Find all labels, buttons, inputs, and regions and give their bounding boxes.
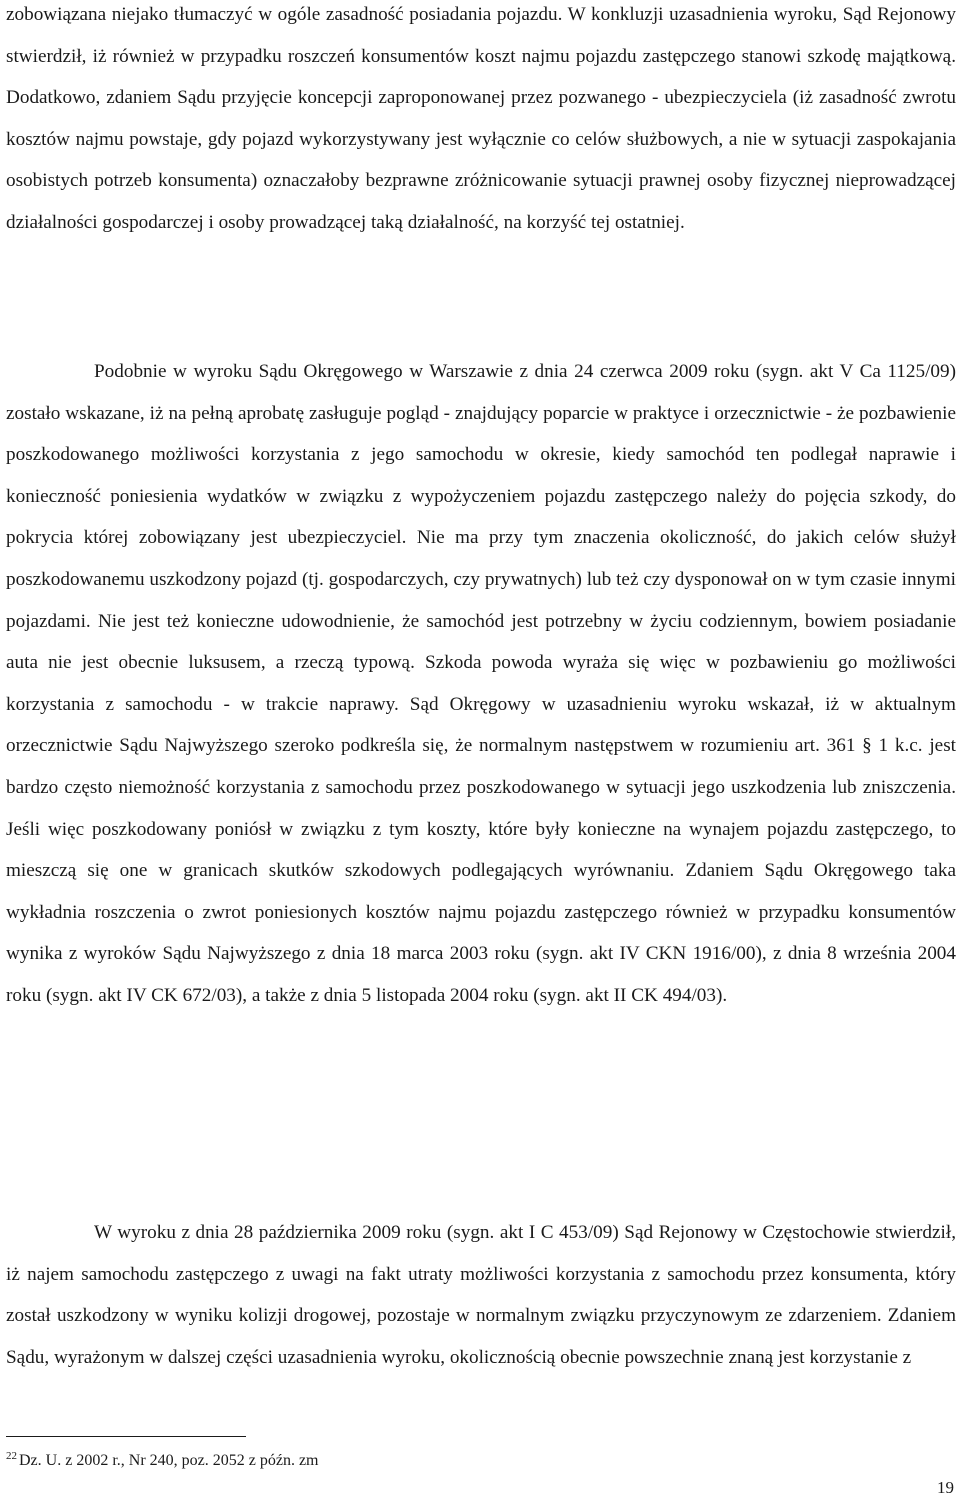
paragraph-2: Podobnie w wyroku Sądu Okręgowego w Warszawie z dnia 24 czerwca 2009 roku (sygn. akt V Ca 1125/09) zostało wskazane, iż na pełną aprobatę zasługuje pogląd - znajdujący poparcie w praktyce i orzecznictwie - że pozbawienie poszkodowanego możliwości korzystania z jego samochodu w okresie, kiedy samochód ten podlegał naprawie i konieczność poniesienia wydatków w związku z wypożyczeniem pojazdu zastępczego należy do pojęcia szkody, do pokrycia której zobowiązany jest ubezpieczyciel. Nie ma przy tym znaczenia okoliczność, do jakich celów służył poszkodowanemu uszkodzony pojazd (tj. gospodarczych, czy prywatnych) lub też czy dysponował on w tym czasie innymi pojazdami. Nie jest też konieczne udowodnienie, że samochód jest potrzebny w życiu codziennym, bowiem posiadanie auta nie jest obecnie luksusem, a rzeczą typową. Szkoda powoda wyraża się więc w pozbawieniu go możliwości korzystania z samochodu - w trakcie naprawy. Sąd Okręgowy w uzasadnieniu wyroku wskazał, iż w aktualnym orzecznictwie Sądu Najwyższego szeroko podkreśla się, że normalnym następstwem w rozumieniu art. 361 § 1 k.c. jest bardzo często niemożność korzystania z samochodu przez poszkodowanego w sytuacji jego uszkodzenia lub zniszczenia. Jeśli więc poszkodowany poniósł w związku z tym koszty, które były konieczne na wynajem pojazdu zastępczego, to mieszczą się one w granicach skutków szkodowych podlegających wyrównaniu. Zdaniem Sądu Okręgowego taka wykładnia roszczenia o zwrot poniesionych kosztów najmu pojazdu zastępczego również w przypadku konsumentów wynika z wyroków Sądu Najwyższego z dnia 18 marca 2003 roku (sygn. akt IV CKN 1916/00), z dnia 8 września 2004 roku (sygn. akt IV CK 672/03), a także z dnia 5 listopada 2004 roku (sygn. akt II CK 494/03). bbox=[6, 361, 956, 1006]
footnote-separator bbox=[6, 1436, 246, 1437]
paragraph-1: zobowiązana niejako tłumaczyć w ogóle zasadność posiadania pojazdu. W konkluzji uzasadnienia wyroku, Sąd Rejonowy stwierdził, iż również w przypadku roszczeń konsumentów koszt najmu pojazdu zastępczego stanowi szkodę majątkową. Dodatkowo, zdaniem Sądu przyjęcie koncepcji zaproponowanej przez pozwanego - ubezpieczyciela (iż zasadność zwrotu kosztów najmu powstaje, gdy pojazd wykorzystywany jest wyłącznie co celów służbowych, a nie w sytuacji zaspokajania osobistych potrzeb konsumenta) oznaczałoby bezprawne zróżnicowanie sytuacji prawnej osoby fizycznej nieprowadzącej działalności gospodarczej i osoby prowadzącej taką działalność, na korzyść tej ostatniej. bbox=[6, 4, 956, 233]
page-number: 19 bbox=[937, 1478, 954, 1497]
footnote-text: Dz. U. z 2002 r., Nr 240, poz. 2052 z późn. zm bbox=[19, 1452, 319, 1469]
footnote-marker: 22 bbox=[6, 1450, 17, 1462]
footnote bbox=[6, 1446, 319, 1471]
paragraph-3: W wyroku z dnia 28 października 2009 roku (sygn. akt I C 453/09) Sąd Rejonowy w Częstochowie stwierdził, iż najem samochodu zastępczego z uwagi na fakt utraty możliwości korzystania z samochodu przez konsumenta, który został uszkodzony w wyniku kolizji drogowej, pozostaje w normalnym związku przyczynowym ze zdarzeniem. Zdaniem Sądu, wyrażonym w dalszej części uzasadnienia wyroku, okolicznością obecnie powszechnie znaną jest korzystanie z bbox=[6, 1222, 956, 1368]
